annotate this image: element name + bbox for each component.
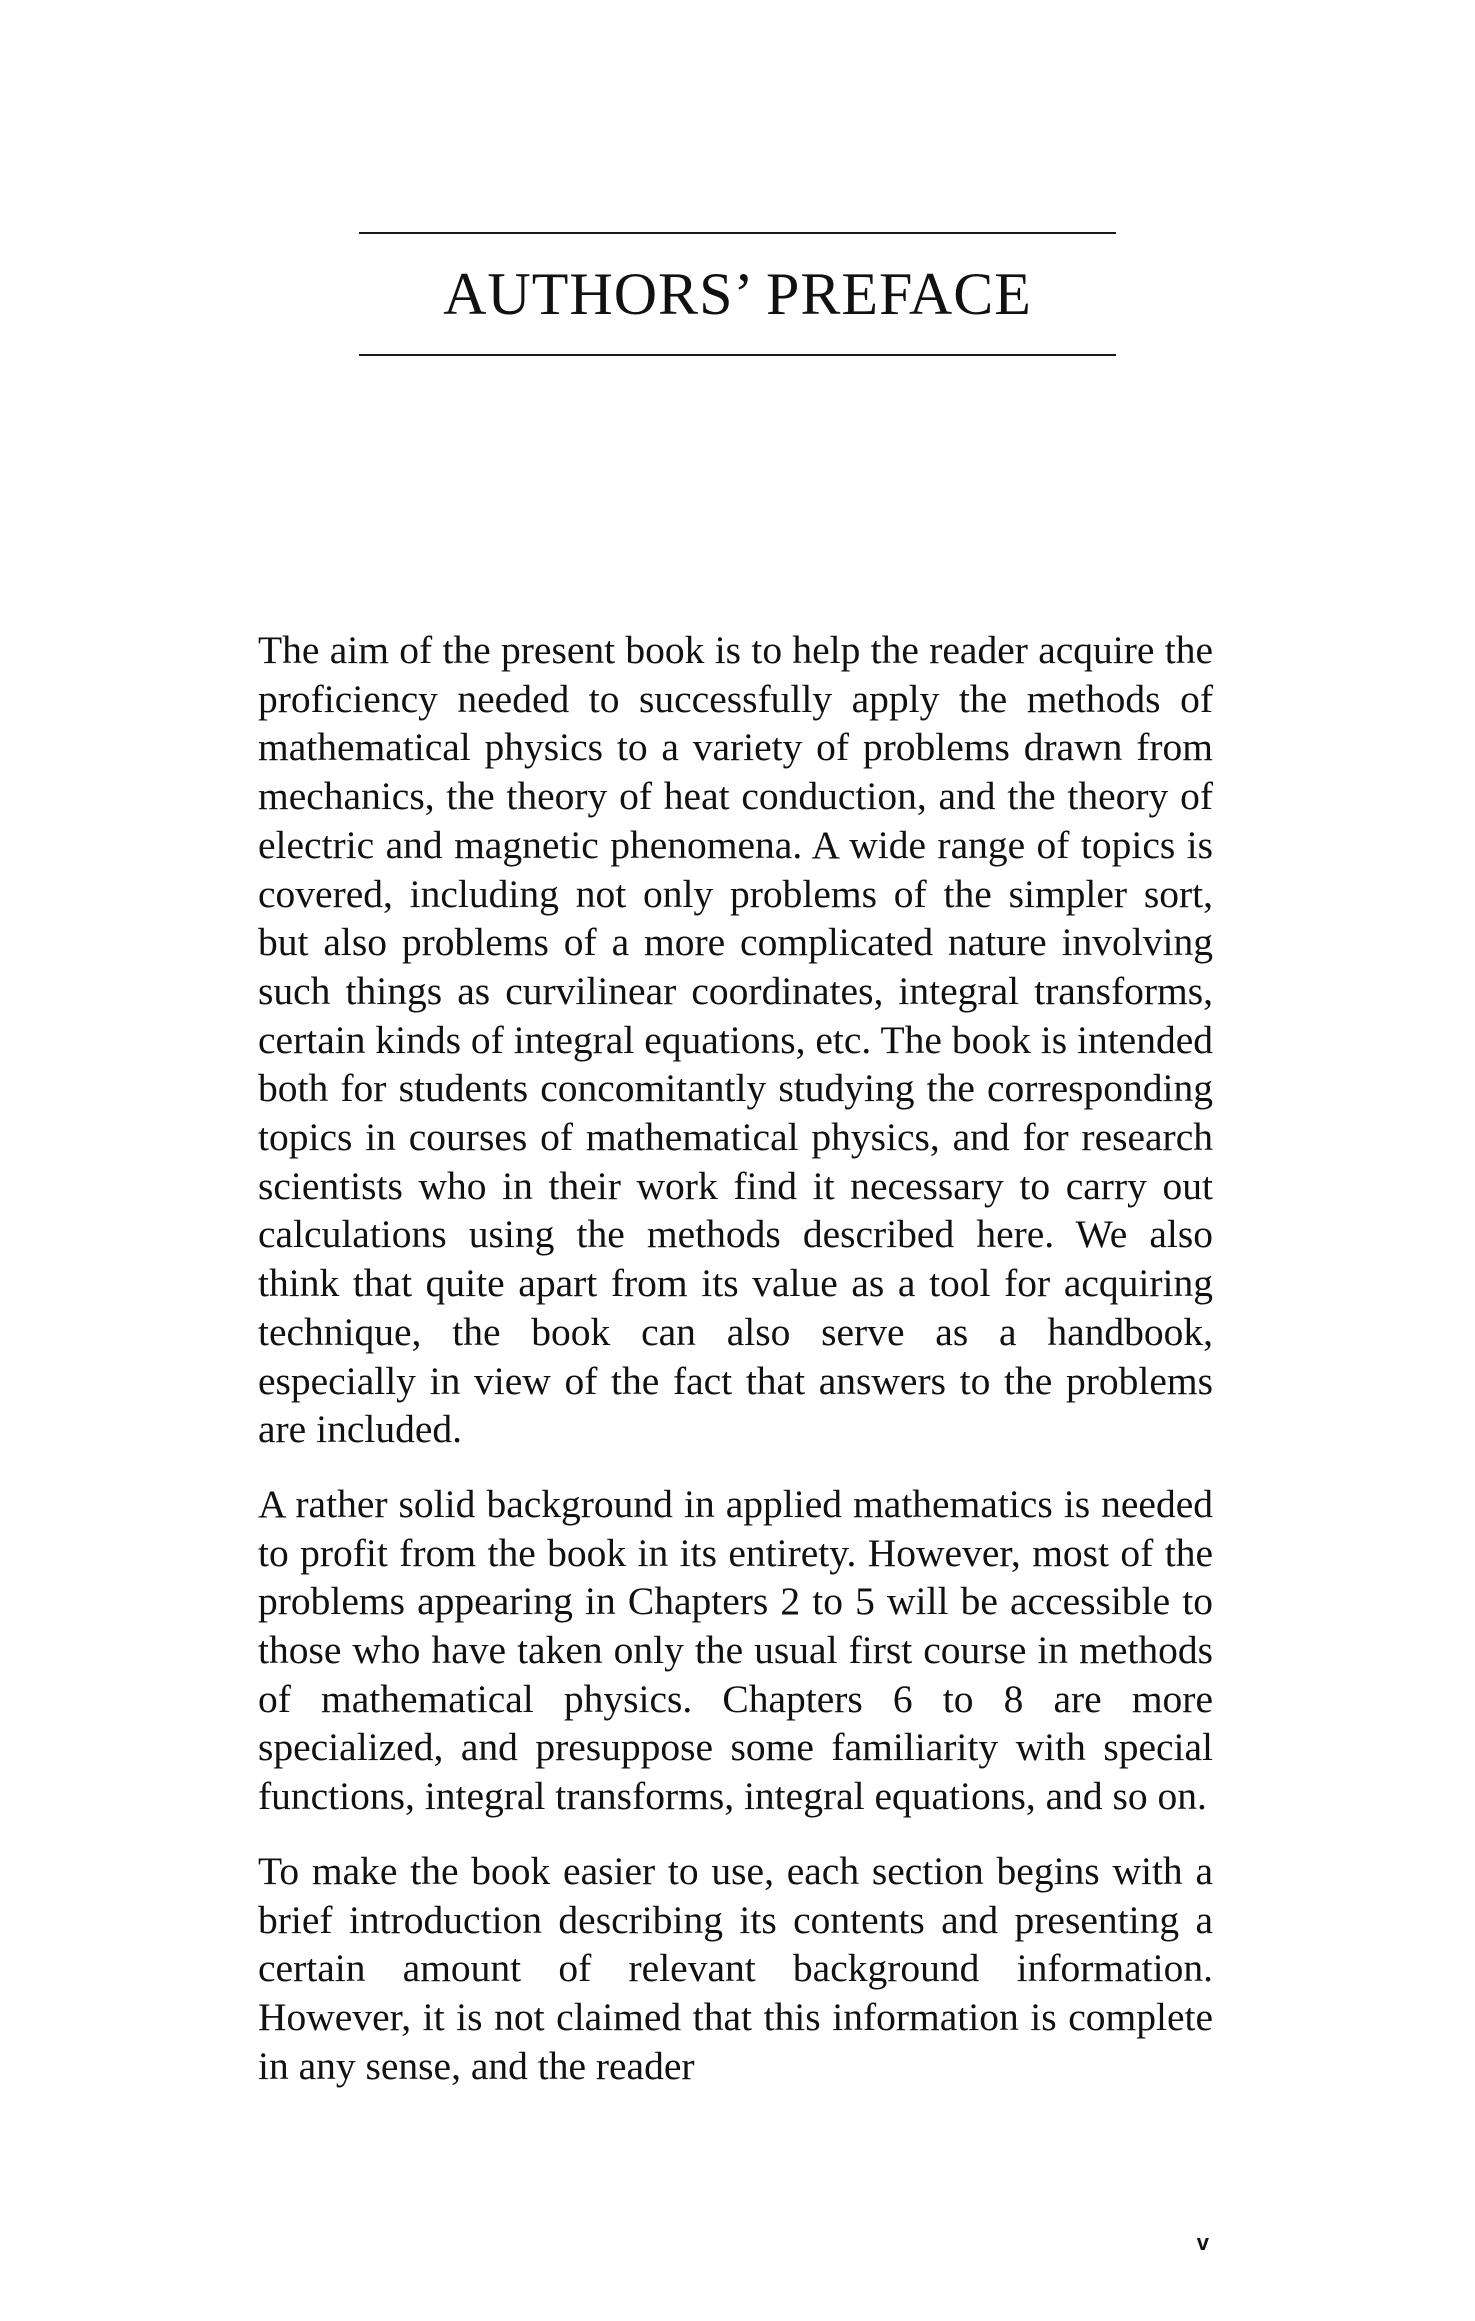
page-number: v: [1196, 2230, 1209, 2255]
paragraph-3: To make the book easier to use, each section begins with a brief introduction describing its contents and presenting a certain amount of relevant background information. However, it is not claimed that this information is complete in any sense, and the reader: [258, 1848, 1213, 2088]
title-bottom-rule: [359, 354, 1116, 356]
paragraph-2: A rather solid background in applied mathematics is needed to profit from the book in its entirety. However, most of the problems appearing in Chapters 2 to 5 will be accessible to those who have taken only the usual first course in methods of mathematical physics. Chapters 6 to 8 are more specialized, and presuppose some familiarity with special functions, integral transforms, integral equations, and so on.: [258, 1481, 1213, 1819]
page-title: AUTHORS’ PREFACE: [443, 261, 1032, 327]
title-top-rule: [359, 232, 1116, 234]
preface-body: [258, 626, 1213, 2116]
paragraph-1: The aim of the present book is to help the reader acquire the proficiency needed to successfully apply the methods of mathematical physics to a variety of problems drawn from mechanics, the theory of heat conduction, and the theory of electric and magnetic phenomena. A wide range of topics is covered, including not only problems of the simpler sort, but also problems of a more complicated nature involving such things as curvilinear coordinates, integral transforms, certain kinds of integral equations, etc. The book is intended both for students concomitantly studying the corresponding topics in courses of mathematical physics, and for research scientists who in their work find it necessary to carry out calculations using the methods described here. We also think that quite apart from its value as a tool for acquiring technique, the book can also serve as a handbook, especially in view of the fact that answers to the problems are included.: [258, 628, 1213, 1452]
